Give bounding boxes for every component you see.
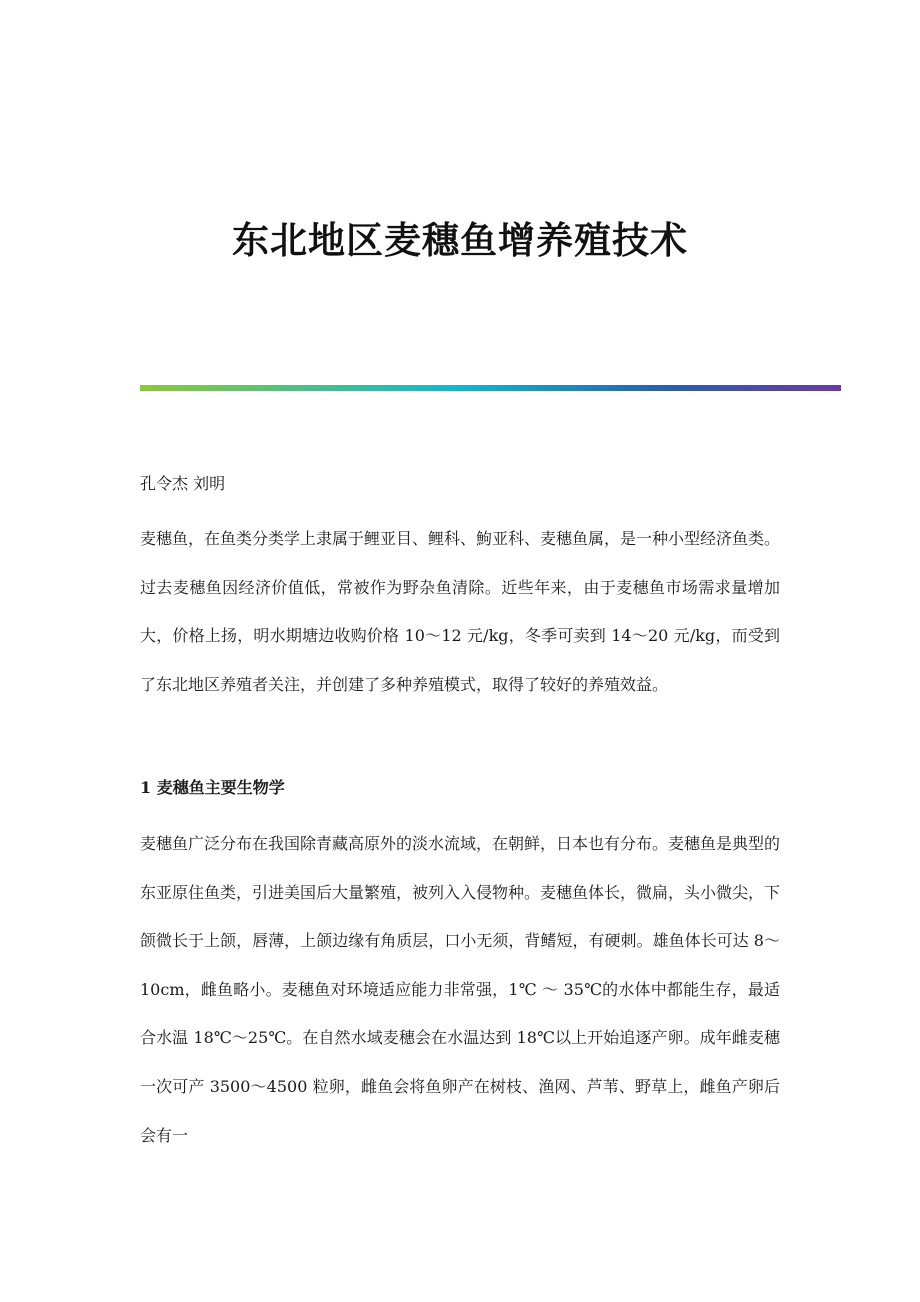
title-divider xyxy=(140,385,841,391)
section-paragraph: 麦穗鱼广泛分布在我国除青藏高原外的淡水流域，在朝鲜，日本也有分布。麦穗鱼是典型的东亚原住鱼类，引进美国后大量繁殖，被列入入侵物种。麦穗鱼体长，微扁，头小微尖，下颌微长于上颌，唇薄，上颌边缘有角质层，口小无须，背鳍短，有硬刺。雄鱼体长可达 8～10cm，雌鱼略小。麦穗鱼对环境适应能力非常强，1℃ ～ 35℃的水体中都能生存，最适合水温 18℃～25℃。在自然水域麦穗会在水温达到 18℃以上开始追逐产卵。成年雌麦穗一次可产 3500～4500 粒卵，雌鱼会将鱼卵产在树枝、渔网、芦苇、野草上，雌鱼产卵后会有一 xyxy=(140,834,781,1145)
intro-paragraph: 麦穗鱼，在鱼类分类学上隶属于鲤亚目、鲤科、鮈亚科、麦穗鱼属，是一种小型经济鱼类。过去麦穗鱼因经济价值低，常被作为野杂鱼清除。近些年来，由于麦穗鱼市场需求量增加大，价格上扬，明水期塘边收购价格 10～12 元/kg，冬季可卖到 14～20 元/kg，而受到了东北地区养殖者关注，并创建了多种养殖模式，取得了较好的养殖效益。 xyxy=(140,529,781,694)
document-title: 东北地区麦穗鱼增养殖技术 xyxy=(232,218,688,262)
authors: 孔令杰 刘明 xyxy=(140,474,226,493)
section-heading: 1 麦穗鱼主要生物学 xyxy=(140,778,285,797)
